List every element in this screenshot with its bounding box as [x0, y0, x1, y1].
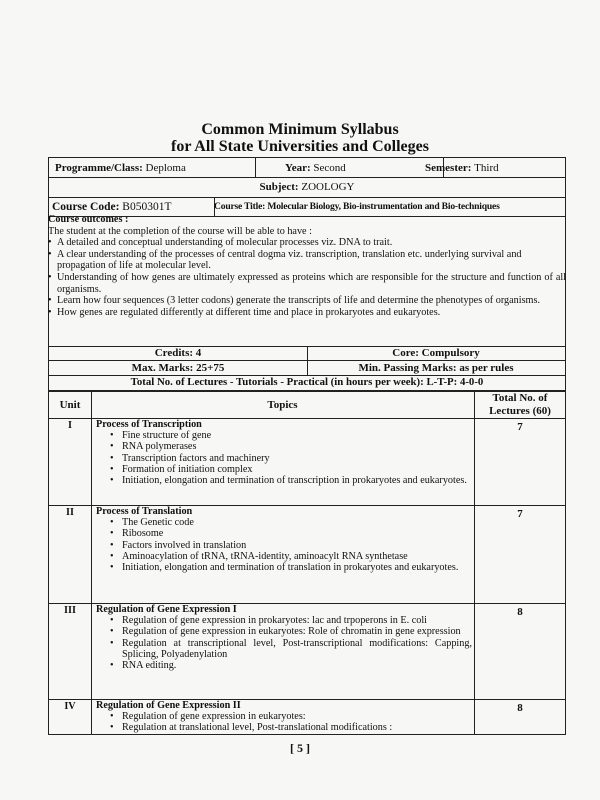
credits-row [49, 346, 565, 361]
topic-item: • Transcription factors and machinery [96, 453, 472, 464]
credits: Credits: 4 [49, 346, 308, 360]
unit-number: II [66, 507, 74, 518]
outcomes-intro: The student at the completion of the course will be able to have : [48, 225, 312, 237]
outcome-item: • How genes are regulated differently at different time and place in prokaryotes and eukaryotes. [48, 307, 566, 319]
course-outcomes [48, 214, 566, 318]
units-table-header [49, 392, 565, 419]
unit-lectures: 8 [517, 606, 523, 618]
topic-item: • Regulation of gene expression in prokaryotes: lac and trpoperons in E. coli [96, 615, 472, 626]
outcome-item: • A detailed and conceptual understanding of molecular processes viz. DNA to trait. [48, 237, 566, 249]
outcome-item: • A clear understanding of the processes of central dogma viz. transcription, translation etc. underlying survival and propagation of life at molecular level. [48, 249, 566, 272]
semester-label: Semester: [425, 161, 472, 174]
subject-row [49, 177, 565, 198]
unit-row [49, 699, 565, 734]
unit-heading: Regulation of Gene Expression I [96, 604, 237, 615]
topic-item: • Fine structure of gene [96, 430, 472, 441]
topic-item: • Regulation of gene expression in eukaryotes: Role of chromatin in gene expression [96, 626, 472, 637]
title-line-2: for All State Universities and Colleges [171, 138, 429, 155]
topic-item: • RNA polymerases [96, 441, 472, 452]
title-line-1: Common Minimum Syllabus [201, 121, 399, 138]
programme-label: Programme/Class: [55, 161, 143, 174]
lectures-total: Total No. of Lectures - Tutorials - Practical (in hours per week): L-T-P: 4-0-0 [130, 376, 484, 388]
topic-item: • RNA editing. [96, 660, 472, 671]
unit-number: I [68, 420, 72, 431]
col-unit: Unit [59, 399, 81, 411]
unit-number: III [64, 605, 76, 616]
lectures-total-row [49, 375, 565, 389]
page-number: [ 5 ] [290, 741, 310, 755]
outcome-item: • Learn how four sequences (3 letter codons) generate the transcripts of life and determine the phenotypes of organisms. [48, 295, 566, 307]
topic-item: • Formation of initiation complex [96, 464, 472, 475]
units-table [48, 391, 566, 735]
topic-item: • Regulation of gene expression in eukaryotes: [96, 711, 472, 722]
subject-label: Subject: [259, 181, 299, 193]
course-code-value: B050301T [122, 200, 172, 213]
unit-row [49, 505, 565, 604]
topic-item: • Ribosome [96, 528, 472, 539]
programme-value: Deploma [145, 161, 186, 174]
topic-item: • Factors involved in translation [96, 540, 472, 551]
topic-item: • Aminoacylation of tRNA, tRNA-identity, aminoacylt RNA synthetase [96, 551, 472, 562]
course-title: Course Title: Molecular Biology, Bio-instrumentation and Bio-techniques [214, 201, 500, 212]
outcome-item: • Understanding of how genes are ultimately expressed as proteins which are responsible for the structure and function of all organisms. [48, 272, 566, 295]
unit-heading: Process of Transcription [96, 419, 202, 430]
unit-lectures: 7 [517, 508, 523, 520]
outcomes-heading: Course outcomes : [48, 214, 129, 225]
unit-heading: Process of Translation [96, 506, 193, 517]
course-code-label: Course Code: [52, 200, 120, 213]
topic-item: • Regulation at transcriptional level, Post-transcriptional modifications: Capping, Splicing, Polyadenylation [96, 638, 472, 660]
semester-value: Third [474, 161, 499, 174]
core: Core: Compulsory [392, 347, 480, 359]
col-lectures-line1: Total No. of [492, 392, 548, 404]
unit-lectures: 8 [517, 702, 523, 714]
subject-value: ZOOLOGY [301, 181, 355, 193]
outcomes-list [48, 237, 566, 318]
year-value: Second [313, 161, 346, 174]
unit-heading: Regulation of Gene Expression II [96, 700, 241, 711]
unit-lectures: 7 [517, 421, 523, 433]
programme-row [49, 158, 565, 178]
topic-item: • Initiation, elongation and termination of transcription in prokaryotes and eukaryotes. [96, 475, 472, 486]
unit-row [49, 603, 565, 700]
unit-row [49, 418, 565, 506]
topic-item: • Initiation, elongation and termination of translation in prokaryotes and eukaryotes. [96, 562, 472, 573]
unit-number: IV [64, 701, 76, 712]
marks-row [49, 360, 565, 376]
min-marks: Min. Passing Marks: as per rules [358, 361, 514, 374]
max-marks: Max. Marks: 25+75 [49, 360, 308, 375]
year-label: Year: [285, 161, 311, 174]
col-topics: Topics [267, 399, 298, 411]
topic-item: • The Genetic code [96, 517, 472, 528]
col-lectures-line2: Lectures (60) [489, 405, 551, 417]
topic-item: • Regulation at translational level, Post-translational modifications : [96, 722, 472, 733]
